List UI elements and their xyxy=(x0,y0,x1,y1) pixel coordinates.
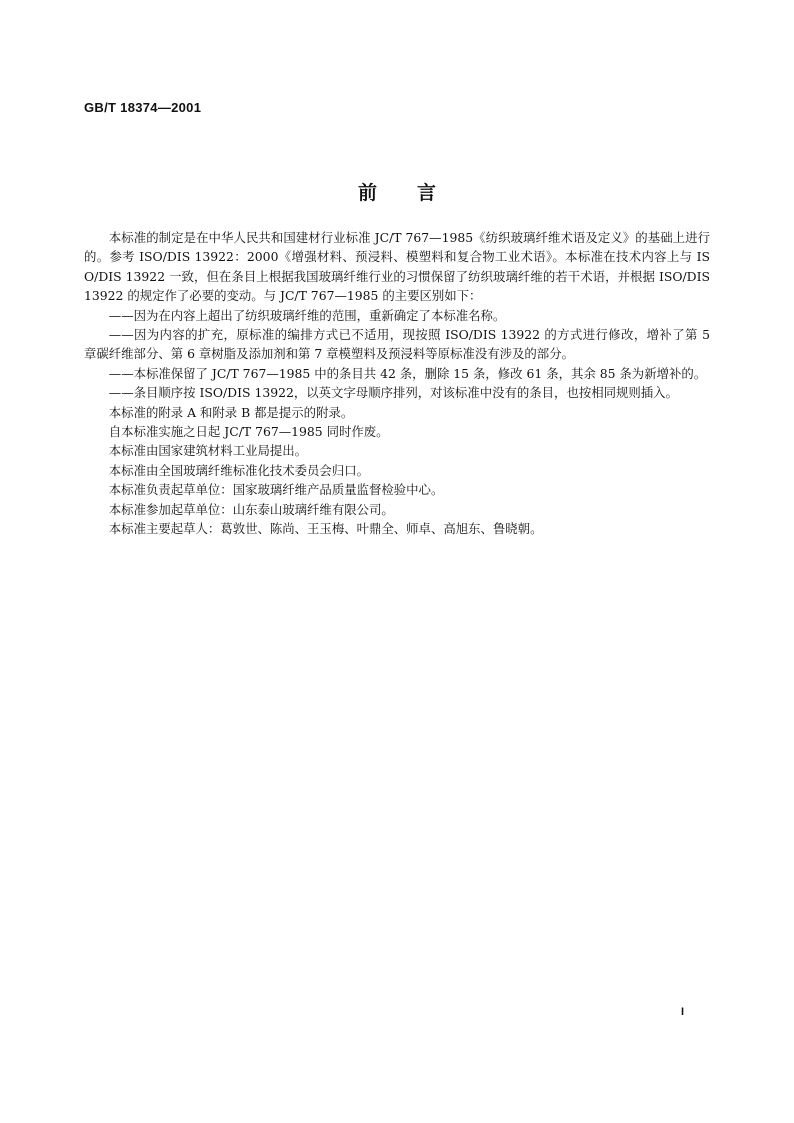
page-title: 前言 xyxy=(357,182,476,204)
page-number: I xyxy=(681,1006,685,1018)
paragraph-proposed-by: 本标准由国家建筑材料工业局提出。 xyxy=(108,443,308,459)
paragraph-annex: 本标准的附录 A 和附录 B 都是提示的附录。 xyxy=(108,404,354,420)
paragraph-drafters: 本标准主要起草人：葛敦世、陈尚、王玉梅、叶鼎全、师卓、高旭东、鲁晓朝。 xyxy=(108,521,543,537)
paragraph-difference-2: ——因为内容的扩充，原标准的编排方式已不适用，现按照 ISO/DIS 13922 的方式进行修改，增补了第 5 章碳纤维部分、第 6 章树脂及添加剂和第 7 章模塑料及预浸料等原标准没有涉及的部分。 xyxy=(84,327,710,362)
paragraph-drafting-unit: 本标准负责起草单位：国家玻璃纤维产品质量监督检验中心。 xyxy=(108,482,444,498)
paragraph-intro: 本标准的制定是在中华人民共和国建材行业标准 JC/T 767—1985《纺织玻璃纤维术语及定义》的基础上进行的。参考 ISO/DIS 13922：2000《增强材料、预浸料、模塑料和复合物工业术语》。本标准在技术内容上与 ISO/DIS 13922 一致，但在条目上根据我国玻璃纤维行业的习惯保留了纺织玻璃纤维的若干术语，并根据 ISO/DIS 13922 的规定作了必要的变动。与 JC/T 767—1985 的主要区别如下： xyxy=(84,230,710,304)
paragraph-centralized-by: 本标准由全国玻璃纤维标准化技术委员会归口。 xyxy=(108,462,369,478)
paragraph-difference-1: ——因为在内容上超出了纺织玻璃纤维的范围，重新确定了本标准名称。 xyxy=(108,307,506,323)
paragraph-difference-3: ——本标准保留了 JC/T 767—1985 中的条目共 42 条，删除 15 条，修改 61 条，其余 85 条为新增补的。 xyxy=(108,365,707,381)
paragraph-participating-unit: 本标准参加起草单位：山东泰山玻璃纤维有限公司。 xyxy=(108,501,394,517)
foreword-body xyxy=(84,228,710,539)
paragraph-supersede: 自本标准实施之日起 JC/T 767—1985 同时作废。 xyxy=(108,424,389,440)
standard-code: GB/T 18374—2001 xyxy=(84,100,202,115)
paragraph-difference-4: ——条目顺序按 ISO/DIS 13922，以英文字母顺序排列，对该标准中没有的条目，也按相同规则插入。 xyxy=(108,385,678,401)
